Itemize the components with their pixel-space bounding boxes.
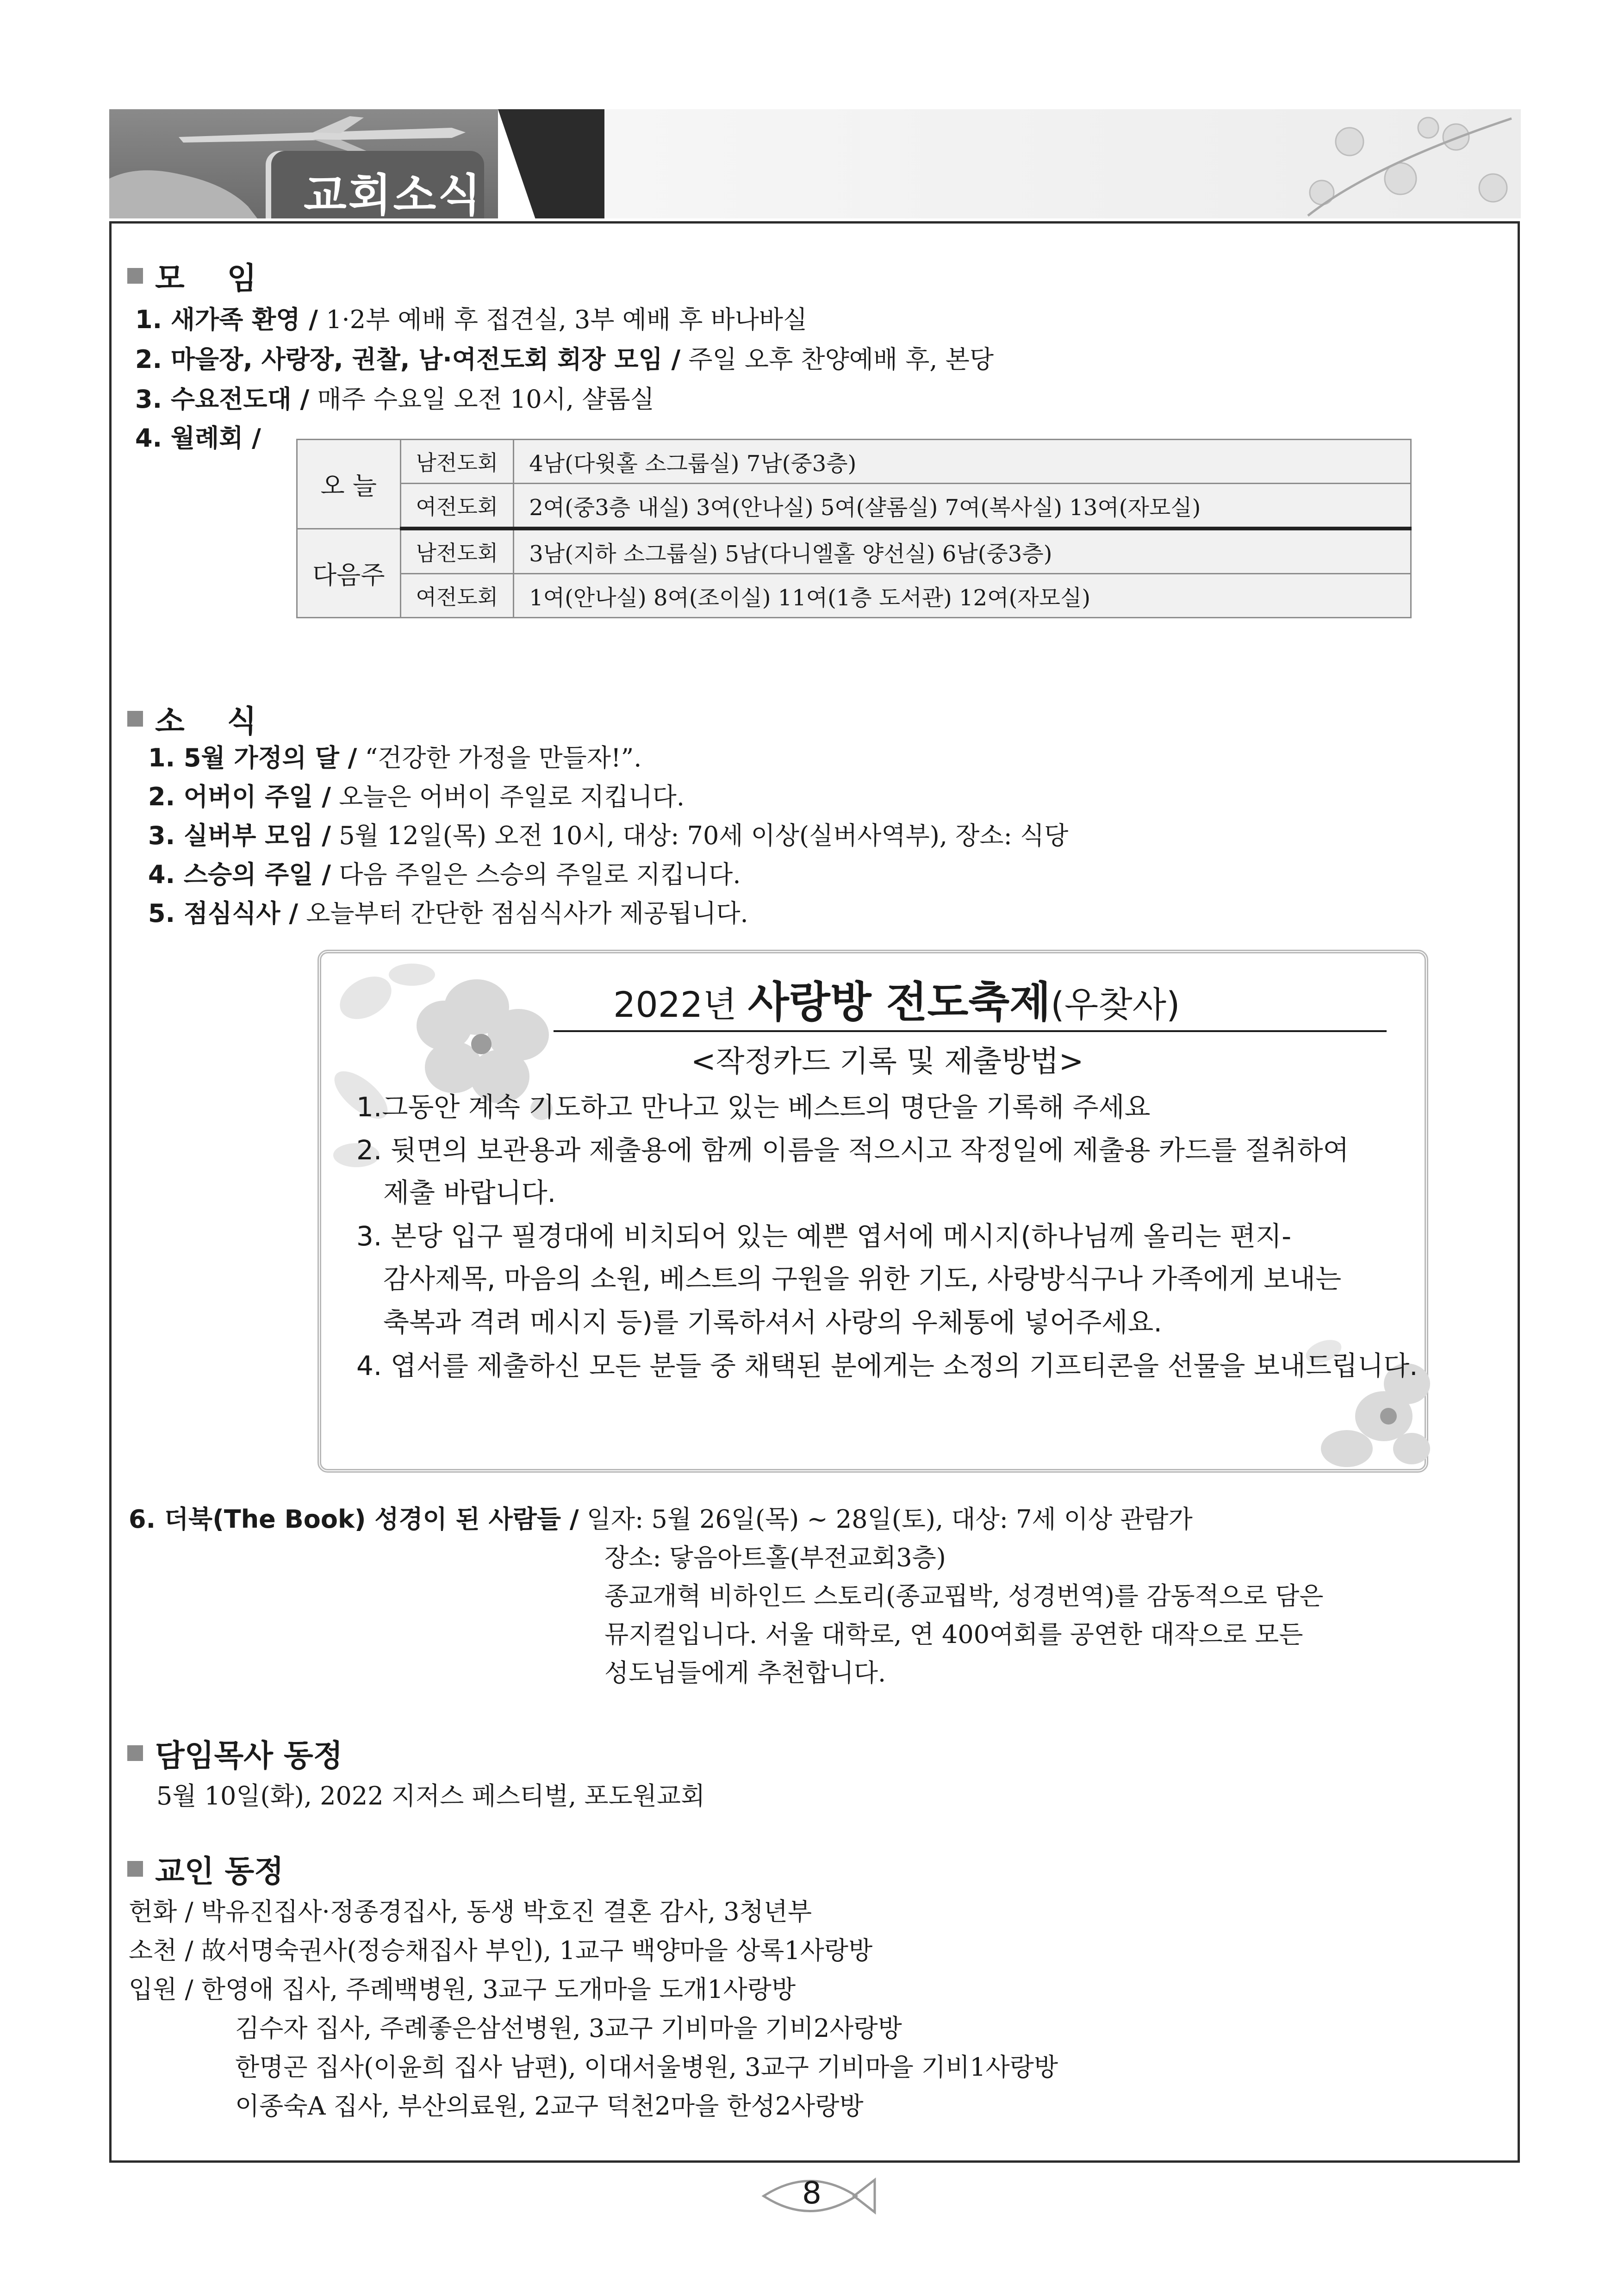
meetings-heading: 모 임 [127, 254, 256, 298]
monthly-meeting-table [296, 439, 1412, 618]
meeting-item-2: 2. 마을장, 사랑장, 권찰, 남·여전도회 회장 모임 / 주일 오후 찬양예배 후, 본당 [135, 345, 994, 374]
next-women-places: 1여(안나실) 8여(조이실) 11여(1층 도서관) 12여(자모실) [514, 574, 1411, 618]
festival-title-rule [554, 1030, 1387, 1032]
festival-title: 2022년 사랑방 전도축제(우찾사) [613, 977, 1180, 1027]
member-line-4: 김수자 집사, 주례좋은삼선병원, 3교구 기비마을 기비2사랑방 [235, 2014, 902, 2043]
header-flower-panel [604, 109, 1521, 218]
news-item-4: 4. 스승의 주일 / 다음 주일은 스승의 주일로 지킵니다. [148, 860, 741, 889]
pastor-heading: 담임목사 동정 [127, 1731, 343, 1775]
festival-line-2: 2. 뒷면의 보관용과 제출용에 함께 이름을 적으시고 작정일에 제출용 카드를 절취하여 [356, 1134, 1349, 1166]
festival-subtitle: <작정카드 기록 및 제출방법> [691, 1045, 1084, 1079]
member-line-5: 한명곤 집사(이윤희 집사 남편), 이대서울병원, 3교구 기비마을 기비1사랑방 [235, 2053, 1058, 2082]
next-week-label: 다음주 [297, 529, 401, 618]
book-item: 6. 더북(The Book) 성경이 된 사람들 / 일자: 5월 26일(목) ~ 28일(토), 대상: 7세 이상 관람가 [129, 1505, 1193, 1534]
square-bullet-icon [127, 1745, 143, 1761]
book-line-2: 장소: 닿음아트홀(부전교회3층) [604, 1543, 946, 1572]
festival-line-3b: 감사제목, 마음의 소원, 베스트의 구원을 위한 기도, 사랑방식구나 가족에게 보내는 [383, 1263, 1342, 1294]
news-item-3: 3. 실버부 모임 / 5월 12일(목) 오전 10시, 대상: 70세 이상(실버사역부), 장소: 식당 [148, 821, 1069, 850]
member-line-2: 소천 / 故서명숙권사(정승채집사 부인), 1교구 백양마을 상록1사랑방 [129, 1936, 873, 1965]
news-heading: 소 식 [127, 697, 256, 740]
next-women-org: 여전도회 [400, 574, 514, 618]
today-label: 오 늘 [297, 440, 401, 529]
page-header [109, 109, 1521, 221]
festival-line-3: 3. 본당 입구 필경대에 비치되어 있는 예쁜 엽서에 메시지(하나님께 올리는 편지- [356, 1220, 1292, 1252]
member-line-6: 이종숙A 집사, 부산의료원, 2교구 덕천2마을 한성2사랑방 [235, 2091, 864, 2121]
book-line-4: 뮤지컬입니다. 서울 대학로, 연 400여회를 공연한 대작으로 모든 [604, 1620, 1303, 1649]
member-line-1: 헌화 / 박유진집사·정종경집사, 동생 박호진 결혼 감사, 3청년부 [129, 1897, 812, 1926]
book-line-3: 종교개혁 비하인드 스토리(종교핍박, 성경번역)를 감동적으로 담은 [604, 1581, 1324, 1611]
airplane-icon [174, 114, 470, 156]
news-item-2: 2. 어버이 주일 / 오늘은 어버이 주일로 지킵니다. [148, 782, 685, 811]
news-item-1: 1. 5월 가정의 달 / “건강한 가정을 만들자!”. [148, 743, 642, 772]
news-item-5: 5. 점심식사 / 오늘부터 간단한 점심식사가 제공됩니다. [148, 899, 748, 928]
festival-line-2b: 제출 바랍니다. [383, 1177, 556, 1208]
meeting-item-3: 3. 수요전도대 / 매주 수요일 오전 10시, 샬롬실 [135, 385, 654, 414]
festival-line-4: 4. 엽서를 제출하신 모든 분들 중 채택된 분에게는 소정의 기프티콘을 선물을 보내드립니다. [356, 1350, 1418, 1381]
festival-line-1: 1.그동안 계속 기도하고 만나고 있는 베스트의 명단을 기록해 주세요 [356, 1091, 1151, 1123]
square-bullet-icon [127, 711, 143, 727]
blossom-branch-icon [1280, 109, 1521, 218]
today-men-org: 남전도회 [400, 440, 514, 484]
header-separator [498, 109, 604, 218]
square-bullet-icon [127, 268, 143, 284]
meeting-item-1: 1. 새가족 환영 / 1·2부 예배 후 접견실, 3부 예배 후 바나바실 [135, 305, 808, 334]
book-line-5: 성도님들에게 추천합니다. [604, 1658, 886, 1687]
members-heading: 교인 동정 [127, 1847, 284, 1891]
next-men-places: 3남(지하 소그룹실) 5남(다니엘홀 양선실) 6남(중3층) [514, 529, 1411, 574]
header-title: 교회소식 [304, 169, 483, 221]
festival-line-3c: 축복과 격려 메시지 등)를 기록하셔서 사랑의 우체통에 넣어주세요. [383, 1307, 1162, 1338]
today-women-places: 2여(중3층 내실) 3여(안나실) 5여(샬롬실) 7여(복사실) 13여(자모실) [514, 484, 1411, 529]
today-women-org: 여전도회 [400, 484, 514, 529]
page-number: 8 [802, 2175, 821, 2211]
hand-icon [109, 151, 276, 218]
square-bullet-icon [127, 1861, 143, 1877]
member-line-3: 입원 / 한영애 집사, 주례백병원, 3교구 도개마을 도개1사랑방 [129, 1975, 796, 2004]
meeting-item-4: 4. 월례회 / [135, 423, 261, 453]
pastor-schedule: 5월 10일(화), 2022 지저스 페스티벌, 포도원교회 [156, 1781, 705, 1811]
today-men-places: 4남(다윗홀 소그룹실) 7남(중3층) [514, 440, 1411, 484]
next-men-org: 남전도회 [400, 529, 514, 574]
